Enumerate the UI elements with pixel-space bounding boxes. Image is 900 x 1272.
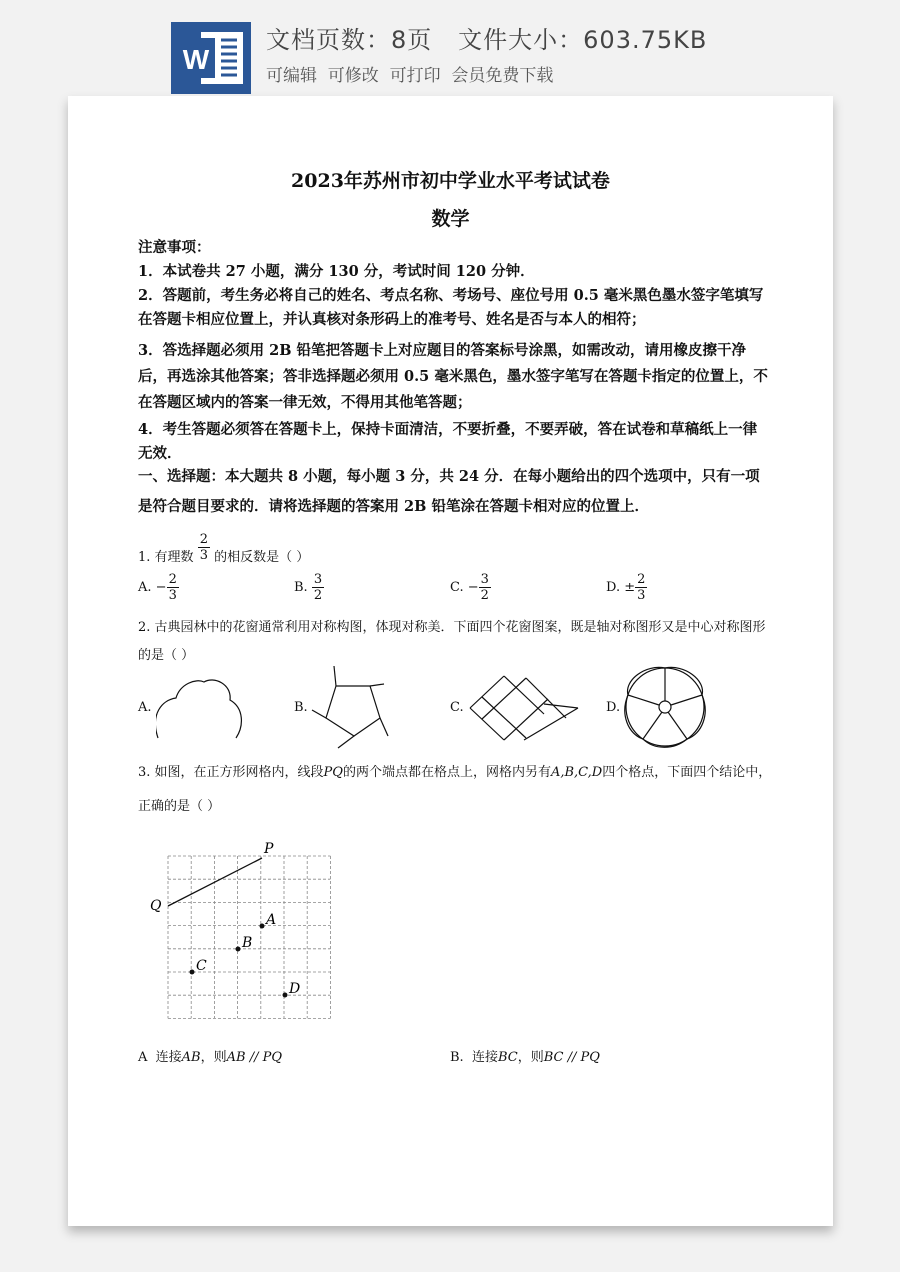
- point-c: [190, 970, 195, 975]
- section-heading: 一、选择题：本大题共 8 小题，每小题 3 分，共 24 分．在每小题给出的四个选项中，只有一项是符合题目要求的．请将选择题的答案用 2B 铅笔涂在答题卡相对应的位置上．: [138, 468, 760, 515]
- page-title: 2023年苏州市初中学业水平考试试卷: [291, 170, 610, 192]
- label-b: B: [242, 935, 253, 951]
- question-1: 1. 有理数 $\frac{2}{3}$ 的相反数是（ ）: [138, 532, 310, 565]
- cloud-window-figure: [156, 674, 246, 742]
- svg-text:W: W: [182, 44, 210, 75]
- q3-option-b[interactable]: B. 连接BC，则BC // PQ: [450, 1050, 600, 1065]
- label-a: A: [266, 912, 277, 928]
- label-d: D: [289, 981, 301, 997]
- q2-option-c-label[interactable]: C.: [450, 700, 464, 715]
- notice-4: 4．考生答题必须答在答题卡上，保持卡面清洁，不要折叠，不要弄破，答在试卷和草稿纸上一律无效．: [138, 421, 758, 462]
- q1-option-d[interactable]: D. ± $\frac{2}{3}$: [606, 572, 646, 603]
- q1-option-a[interactable]: A. − $\frac{2}{3}$: [138, 572, 177, 603]
- fraction: $\frac{2}{3}$: [199, 532, 208, 563]
- pentagon-window-figure: [308, 664, 398, 750]
- label-q: Q: [150, 898, 162, 914]
- notice-3: 3．答选择题必须用 2B 铅笔把答题卡上对应题目的答案标号涂黑，如需改动，请用橡皮擦干净后，再选涂其他答案；答非选择题必须用 0.5 毫米黑色，墨水签字笔写在答题卡指定的位置上，不在答题区域内的答案一律无效，不得用其他笔答题；: [138, 342, 768, 411]
- subject-heading: 数学: [431, 208, 470, 230]
- point-d: [283, 993, 288, 998]
- document-meta: 文档页数：8页 文件大小：603.75KB: [266, 26, 708, 54]
- download-banner: [0, 0, 900, 96]
- q1-option-b[interactable]: B. $\frac{3}{2}$: [294, 572, 323, 603]
- q2-option-a-label[interactable]: A.: [138, 700, 152, 715]
- q3-option-a[interactable]: A 连接AB，则AB // PQ: [138, 1050, 283, 1065]
- q2-option-b-label[interactable]: B.: [294, 700, 308, 715]
- label-c: C: [196, 958, 207, 974]
- question-3: 3. 如图，在正方形网格内，线段PQ的两个端点都在格点上，网格内另有A,B,C,D四个格点，下面四个结论中，正确的是（ ）: [138, 765, 772, 814]
- notice-2: 2．答题前，考生务必将自己的姓名、考点名称、考场号、座位号用 0.5 毫米黑色墨水签字笔填写在答题卡相应位置上，并认真核对条形码上的准考号、姓名是否与本人的相符；: [138, 287, 764, 328]
- lattice-window-figure: [468, 672, 580, 744]
- question-2: 2. 古典园林中的花窗通常利用对称构图，体现对称美．下面四个花窗图案，既是轴对称图形又是中心对称图形的是（ ）: [138, 620, 766, 663]
- q2-option-d-label[interactable]: D.: [606, 700, 621, 715]
- word-document-icon: [171, 22, 251, 94]
- notice-1: 1．本试卷共 27 小题，满分 130 分，考试时间 120 分钟．: [138, 263, 535, 280]
- point-b: [236, 947, 241, 952]
- flower-window-figure: [624, 666, 706, 748]
- segment-pq: [168, 858, 262, 906]
- document-page: [68, 96, 833, 1226]
- document-features: 可编辑 可修改 可打印 会员免费下载: [266, 66, 554, 86]
- point-a: [260, 924, 265, 929]
- label-p: P: [264, 841, 274, 857]
- notice-heading: 注意事项：: [138, 239, 211, 256]
- grid-figure: [146, 836, 336, 1026]
- q1-option-c[interactable]: C. − $\frac{3}{2}$: [450, 572, 489, 603]
